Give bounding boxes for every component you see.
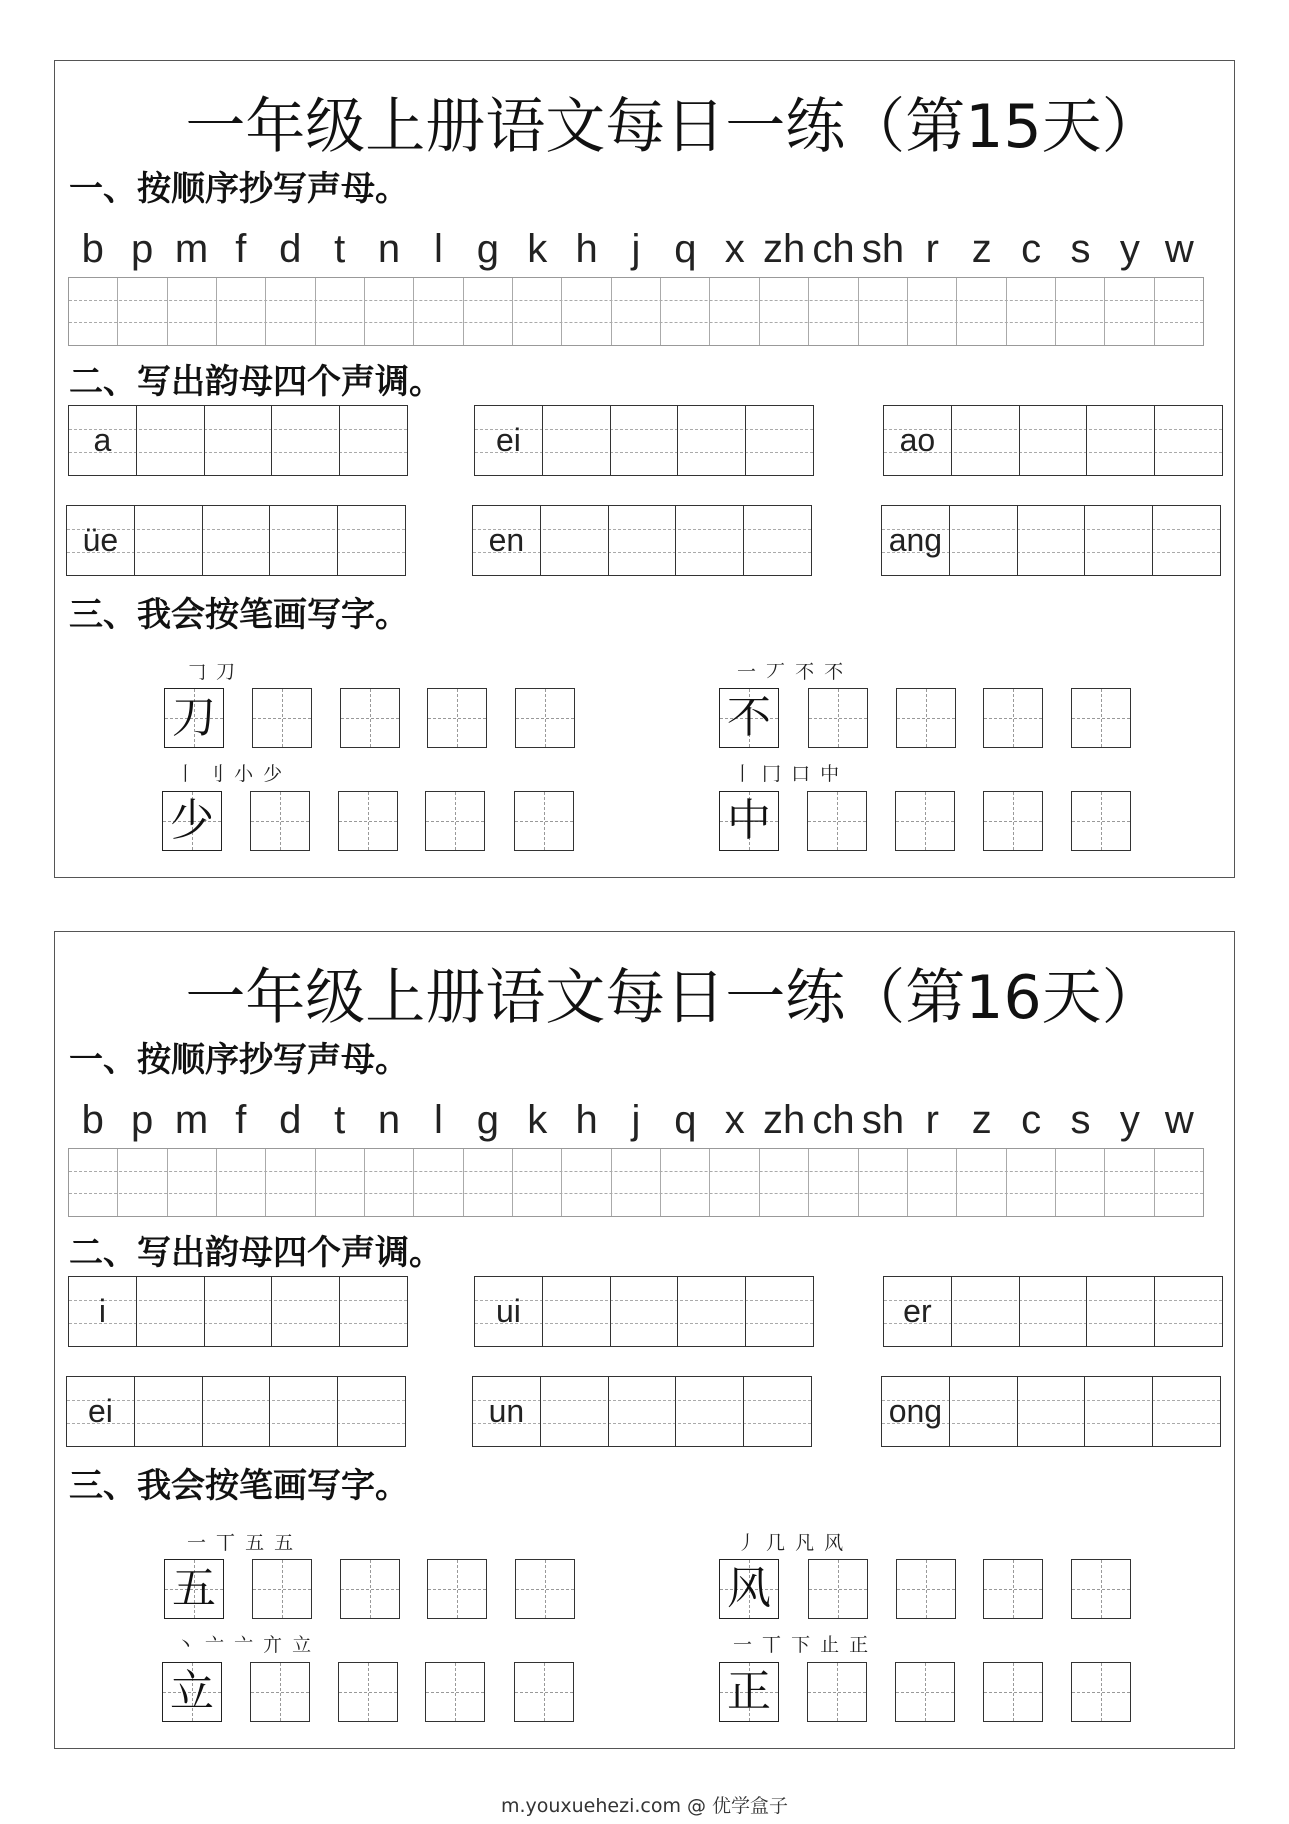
model-character: 刀 [172,692,216,743]
tone-writing-group [881,1376,1221,1447]
stroke-order: 丿 几 凡 风 [737,1532,846,1554]
tianzige-writing-box [252,1559,312,1619]
model-character-box [719,1662,779,1722]
writing-cell [809,278,858,345]
writing-cell [562,278,611,345]
tone-writing-cell [340,1277,407,1346]
final-label-cell [473,1377,541,1446]
final-label: er [903,1293,932,1329]
tianzige-writing-box [895,791,955,851]
guide-line [368,1663,369,1721]
guide-line [69,322,1203,323]
writing-cell [316,278,365,345]
initial-letter: h [575,227,598,271]
initial-letter: p [130,1098,154,1142]
guide-line [837,1663,838,1721]
footer-watermark: m.youxuehezi.com @ 优学盒子 [500,1795,789,1817]
tianzige-writing-box [338,1662,398,1722]
initial-letter: f [235,227,247,271]
initial-letter: q [674,1098,697,1142]
writing-cell [957,1149,1006,1216]
writing-cell [266,278,315,345]
final-label: ang [888,522,943,558]
model-character-box [719,1559,779,1619]
initial-letter: zh [763,1098,806,1142]
tone-writing-cell [272,406,340,475]
tone-writing-cell [1155,1277,1222,1346]
tone-writing-cell [205,406,273,475]
tone-writing-group [68,1276,408,1347]
tianzige-writing-box [1071,1559,1131,1619]
initial-letter: c [1021,227,1042,271]
section-1-heading: 一、按顺序抄写声母。 [69,1040,409,1080]
tianzige-writing-box [983,1559,1043,1619]
model-character: 风 [727,1563,771,1614]
stroke-order: 丨 冂 口 中 [733,763,842,785]
tone-writing-cell [744,506,811,575]
tianzige-writing-box [250,791,310,851]
tone-writing-cell [676,506,744,575]
tianzige-writing-box [425,1662,485,1722]
initial-letter: r [925,1098,939,1142]
writing-cell [1056,1149,1105,1216]
worksheet-day-panel [54,931,1235,1749]
writing-cell [266,1149,315,1216]
writing-cell [217,278,266,345]
tianzige-writing-box [425,791,485,851]
initial-letter: x [724,227,745,271]
model-character: 不 [727,692,771,743]
final-label: i [98,1293,106,1329]
tianzige-writing-box [1071,1662,1131,1722]
tone-writing-cell [135,1377,203,1446]
initial-letter: c [1021,1098,1042,1142]
guide-line [925,1663,926,1721]
final-label-cell [882,506,950,575]
tone-writing-cell [678,1277,746,1346]
guide-line [1013,689,1014,747]
writing-cell [365,1149,414,1216]
section-1-heading: 一、按顺序抄写声母。 [69,169,409,209]
initial-letter: r [925,227,939,271]
initial-letter: n [377,1098,401,1142]
guide-line [545,1560,546,1618]
guide-line [282,1560,283,1618]
guide-line [544,792,545,850]
initial-letter: k [527,227,548,271]
guide-line [455,1663,456,1721]
initial-letter: m [174,1098,209,1142]
tone-writing-cell [340,406,407,475]
guide-line [1013,1560,1014,1618]
tone-writing-group [68,405,408,476]
guide-line [370,1560,371,1618]
tone-writing-cell [952,406,1020,475]
final-label: ei [87,1393,113,1429]
final-label-cell [67,1377,135,1446]
writing-cell [217,1149,266,1216]
writing-cell [513,278,562,345]
tianzige-writing-box [340,688,400,748]
initial-letter: z [971,227,992,271]
writing-cell [661,1149,710,1216]
initial-letter: y [1119,227,1140,271]
writing-cell [612,1149,661,1216]
tone-writing-cell [135,506,203,575]
tone-writing-cell [609,1377,677,1446]
tone-writing-cell [1155,406,1222,475]
section-2-heading: 二、写出韵母四个声调。 [69,1233,443,1273]
tone-writing-cell [676,1377,744,1446]
tone-writing-cell [1018,1377,1086,1446]
tone-writing-cell [541,1377,609,1446]
initial-letter: g [476,227,499,271]
guide-line [69,1193,1203,1194]
stroke-order: 𠃌 刀 [187,661,238,683]
stroke-order: 一 丅 下 止 正 [733,1634,871,1656]
tone-writing-cell [746,406,813,475]
writing-cell [414,278,463,345]
writing-cell [365,278,414,345]
final-label-cell [67,506,135,575]
tianzige-writing-box [807,1662,867,1722]
tianzige-writing-box [1071,688,1131,748]
writing-cell [710,1149,759,1216]
tone-writing-group [66,1376,406,1447]
guide-line [370,689,371,747]
model-character-box [162,1662,222,1722]
worksheet-day-panel [54,60,1235,878]
guide-line [1101,1663,1102,1721]
guide-line [926,689,927,747]
initial-letter: k [527,1098,548,1142]
initial-letter: s [1070,227,1091,271]
tone-writing-cell [541,506,609,575]
tone-writing-group [66,505,406,576]
initial-letter: w [1164,227,1194,271]
initial-letter: j [631,227,641,271]
writing-cell [1105,278,1154,345]
model-character-box [162,791,222,851]
tone-writing-cell [950,506,1018,575]
model-character-box [164,1559,224,1619]
initial-letter: sh [861,227,905,271]
tone-writing-cell [1153,506,1220,575]
initial-letter: f [235,1098,247,1142]
initial-letter: sh [861,1098,905,1142]
guide-line [1101,1560,1102,1618]
writing-cell [464,1149,513,1216]
writing-cell [69,278,118,345]
final-label-cell [473,506,541,575]
writing-cell [908,278,957,345]
tone-writing-cell [137,406,205,475]
final-label-cell [69,1277,137,1346]
tone-writing-cell [1087,1277,1155,1346]
initials-writing-grid [68,1148,1204,1217]
tianzige-writing-box [983,791,1043,851]
writing-cell [562,1149,611,1216]
guide-line [1101,792,1102,850]
model-character-box [719,688,779,748]
stroke-order: 丨 刂 小 少 [176,763,285,785]
initial-letter: n [377,227,401,271]
writing-cell [414,1149,463,1216]
writing-cell [1155,278,1203,345]
writing-cell [118,1149,167,1216]
initial-letter: s [1070,1098,1091,1142]
worksheet-title: 一年级上册语文每日一练（第16天） [185,963,1162,1033]
tone-writing-cell [744,1377,811,1446]
tone-writing-cell [1020,406,1088,475]
writing-cell [1105,1149,1154,1216]
writing-cell [710,278,759,345]
initials-row [68,1096,1204,1144]
initial-letter: t [334,227,346,271]
section-3-heading: 三、我会按笔画写字。 [69,1466,409,1506]
final-label: a [93,422,112,458]
writing-cell [168,1149,217,1216]
initial-letter: d [279,227,302,271]
model-character: 正 [727,1666,771,1717]
section-3-heading: 三、我会按笔画写字。 [69,595,409,635]
guide-line [838,689,839,747]
tianzige-writing-box [808,1559,868,1619]
final-label-cell [69,406,137,475]
writing-cell [612,278,661,345]
section-2-heading: 二、写出韵母四个声调。 [69,362,443,402]
stroke-order: 一 丅 五 五 [187,1532,296,1554]
final-label-cell [882,1377,950,1446]
tianzige-writing-box [338,791,398,851]
initial-letter: zh [763,227,806,271]
initial-letter: z [971,1098,992,1142]
tone-writing-cell [1087,406,1155,475]
tone-writing-cell [270,506,338,575]
writing-cell [661,278,710,345]
initials-writing-grid [68,277,1204,346]
tianzige-writing-box [895,1662,955,1722]
writing-cell [1056,278,1105,345]
writing-cell [1155,1149,1203,1216]
tone-writing-cell [272,1277,340,1346]
tone-writing-cell [338,1377,405,1446]
tone-writing-cell [1020,1277,1088,1346]
tianzige-writing-box [983,688,1043,748]
writing-cell [168,278,217,345]
initial-letter: x [724,1098,745,1142]
tone-writing-cell [270,1377,338,1446]
tianzige-writing-box [514,1662,574,1722]
initial-letter: ch [812,227,855,271]
tone-writing-cell [543,1277,611,1346]
tone-writing-cell [611,1277,679,1346]
final-label: ui [495,1293,521,1329]
guide-line [837,792,838,850]
tone-writing-group [472,505,812,576]
final-label: ei [495,422,521,458]
tianzige-writing-box [983,1662,1043,1722]
initial-letter: y [1119,1098,1140,1142]
tone-writing-cell [1085,1377,1153,1446]
tone-writing-cell [1153,1377,1220,1446]
writing-cell [118,278,167,345]
guide-line [280,1663,281,1721]
tianzige-writing-box [340,1559,400,1619]
tone-writing-cell [137,1277,205,1346]
tone-writing-cell [203,506,271,575]
stroke-order: 丶 亠 亠 亣 立 [176,1634,314,1656]
writing-cell [316,1149,365,1216]
tone-writing-cell [611,406,679,475]
tianzige-writing-box [515,1559,575,1619]
writing-cell [1007,1149,1056,1216]
final-label-cell [475,406,543,475]
model-character: 五 [172,1563,216,1614]
tianzige-writing-box [514,791,574,851]
tone-writing-cell [609,506,677,575]
tone-writing-group [883,405,1223,476]
writing-cell [809,1149,858,1216]
initial-letter: l [433,1098,443,1142]
guide-line [545,689,546,747]
guide-line [280,792,281,850]
initial-letter: q [674,227,697,271]
tone-writing-cell [205,1277,273,1346]
guide-line [1013,792,1014,850]
model-character-box [164,688,224,748]
tianzige-writing-box [252,688,312,748]
initials-row [68,225,1204,273]
final-label: üe [82,522,119,558]
guide-line [1013,1663,1014,1721]
final-label: ao [899,422,936,458]
tianzige-writing-box [427,1559,487,1619]
tianzige-writing-box [896,688,956,748]
final-label-cell [884,406,952,475]
initial-letter: t [334,1098,346,1142]
final-label-cell [884,1277,952,1346]
writing-cell [859,278,908,345]
tianzige-writing-box [808,688,868,748]
initial-letter: b [81,1098,104,1142]
guide-line [69,300,1203,301]
guide-line [838,1560,839,1618]
writing-cell [760,278,809,345]
initial-letter: l [433,227,443,271]
guide-line [457,1560,458,1618]
tone-writing-group [474,1276,814,1347]
initial-letter: m [174,227,209,271]
tone-writing-cell [746,1277,813,1346]
worksheet-title: 一年级上册语文每日一练（第15天） [185,92,1162,162]
writing-cell [908,1149,957,1216]
initial-letter: d [279,1098,302,1142]
writing-cell [859,1149,908,1216]
tianzige-writing-box [1071,791,1131,851]
final-label: un [488,1393,525,1429]
writing-cell [760,1149,809,1216]
guide-line [544,1663,545,1721]
final-label: ong [888,1393,943,1429]
tone-writing-cell [543,406,611,475]
writing-cell [69,1149,118,1216]
tone-writing-cell [678,406,746,475]
guide-line [457,689,458,747]
tone-writing-cell [338,506,405,575]
tone-writing-cell [950,1377,1018,1446]
tianzige-writing-box [427,688,487,748]
writing-cell [513,1149,562,1216]
stroke-order: 一 丆 不 不 [737,661,846,683]
model-character: 少 [170,795,214,846]
tone-writing-cell [1018,506,1086,575]
tianzige-writing-box [515,688,575,748]
initial-letter: ch [812,1098,855,1142]
initial-letter: h [575,1098,598,1142]
initial-letter: p [130,227,154,271]
tone-writing-group [474,405,814,476]
tianzige-writing-box [250,1662,310,1722]
final-label: en [488,522,525,558]
final-label-cell [475,1277,543,1346]
model-character-box [719,791,779,851]
tianzige-writing-box [896,1559,956,1619]
model-character: 中 [727,795,771,846]
model-character: 立 [170,1666,214,1717]
tianzige-writing-box [807,791,867,851]
writing-cell [957,278,1006,345]
tone-writing-group [472,1376,812,1447]
writing-cell [464,278,513,345]
guide-line [282,689,283,747]
tone-writing-group [881,505,1221,576]
tone-writing-cell [952,1277,1020,1346]
guide-line [1101,689,1102,747]
initial-letter: g [476,1098,499,1142]
writing-cell [1007,278,1056,345]
tone-writing-cell [203,1377,271,1446]
guide-line [368,792,369,850]
guide-line [69,1171,1203,1172]
guide-line [455,792,456,850]
initial-letter: b [81,227,104,271]
tone-writing-cell [1085,506,1153,575]
initial-letter: w [1164,1098,1194,1142]
guide-line [926,1560,927,1618]
guide-line [925,792,926,850]
initial-letter: j [631,1098,641,1142]
tone-writing-group [883,1276,1223,1347]
